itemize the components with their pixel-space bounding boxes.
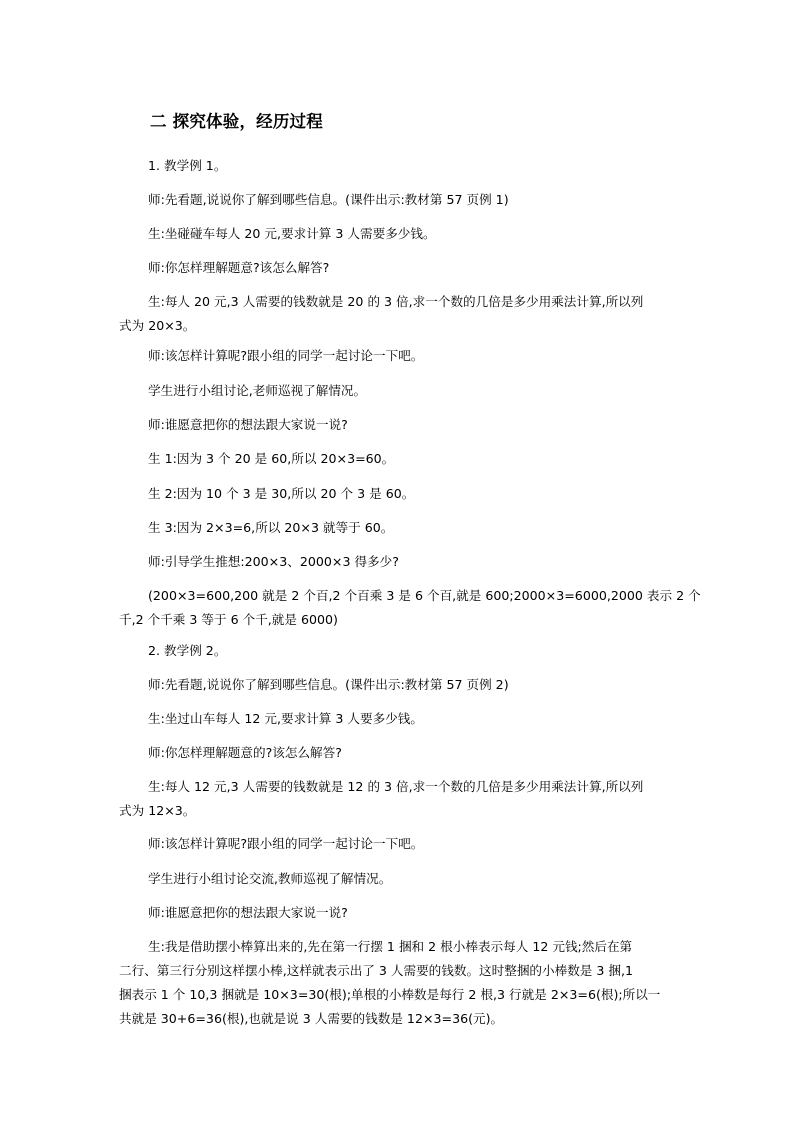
paragraph-multiline xyxy=(119,935,678,1031)
paragraph-multiline xyxy=(119,775,678,823)
paragraph-line: 捆表示 1 个 10,3 捆就是 10×3=30(根);单根的小棒数是每行 2 根,3 行就是 2×3=6(根);所以一 xyxy=(119,987,661,1002)
paragraph-line: 生:我是借助摆小棒算出来的,先在第一行摆 1 捆和 2 根小棒表示每人 12 元钱;然后在第 xyxy=(148,939,633,954)
paragraph: 生 3:因为 2×3=6,所以 20×3 就等于 60。 xyxy=(148,520,394,535)
paragraph: 师:谁愿意把你的想法跟大家说一说? xyxy=(148,417,348,432)
paragraph: 生 1:因为 3 个 20 是 60,所以 20×3=60。 xyxy=(148,451,395,466)
paragraph-line: 式为 20×3。 xyxy=(119,318,196,333)
paragraph: 师:你怎样理解题意的?该怎么解答? xyxy=(148,745,342,760)
paragraph-example-2-title: 2. 教学例 2。 xyxy=(148,643,227,658)
paragraph: 师:该怎样计算呢?跟小组的同学一起讨论一下吧。 xyxy=(148,348,424,363)
paragraph-line: 式为 12×3。 xyxy=(119,803,196,818)
paragraph-line: 千,2 个千乘 3 等于 6 个千,就是 6000) xyxy=(119,612,338,627)
paragraph: 学生进行小组讨论,老师巡视了解情况。 xyxy=(148,383,367,398)
paragraph-line: 共就是 30+6=36(根),也就是说 3 人需要的钱数是 12×3=36(元)。 xyxy=(119,1011,504,1026)
paragraph: 师:先看题,说说你了解到哪些信息。(课件出示:教材第 57 页例 1) xyxy=(148,192,509,207)
paragraph: 师:先看题,说说你了解到哪些信息。(课件出示:教材第 57 页例 2) xyxy=(148,677,509,692)
paragraph: 生 2:因为 10 个 3 是 30,所以 20 个 3 是 60。 xyxy=(148,486,415,501)
paragraph: 生:坐碰碰车每人 20 元,要求计算 3 人需要多少钱。 xyxy=(148,226,436,241)
paragraph-line: (200×3=600,200 就是 2 个百,2 个百乘 3 是 6 个百,就是 600;2000×3=6000,2000 表示 2 个 xyxy=(148,588,701,603)
paragraph: 师:谁愿意把你的想法跟大家说一说? xyxy=(148,905,348,920)
paragraph-example-1-title: 1. 教学例 1。 xyxy=(148,158,227,173)
section-heading: 二 探究体验，经历过程 xyxy=(150,112,323,131)
paragraph-line: 生:每人 12 元,3 人需要的钱数就是 12 的 3 倍,求一个数的几倍是多少用乘法计算,所以列 xyxy=(148,779,644,794)
paragraph: 师:你怎样理解题意?该怎么解答? xyxy=(148,260,330,275)
paragraph-multiline xyxy=(119,584,701,632)
paragraph-line: 二行、第三行分别这样摆小棒,这样就表示出了 3 人需要的钱数。这时整捆的小棒数是 3 捆,1 xyxy=(119,963,634,978)
paragraph-multiline xyxy=(119,290,678,338)
paragraph: 师:引导学生推想:200×3、2000×3 得多少? xyxy=(148,554,399,569)
paragraph: 生:坐过山车每人 12 元,要求计算 3 人要多少钱。 xyxy=(148,711,423,726)
paragraph: 师:该怎样计算呢?跟小组的同学一起讨论一下吧。 xyxy=(148,836,424,851)
paragraph-line: 生:每人 20 元,3 人需要的钱数就是 20 的 3 倍,求一个数的几倍是多少用乘法计算,所以列 xyxy=(148,294,644,309)
paragraph: 学生进行小组讨论交流,教师巡视了解情况。 xyxy=(148,871,392,886)
